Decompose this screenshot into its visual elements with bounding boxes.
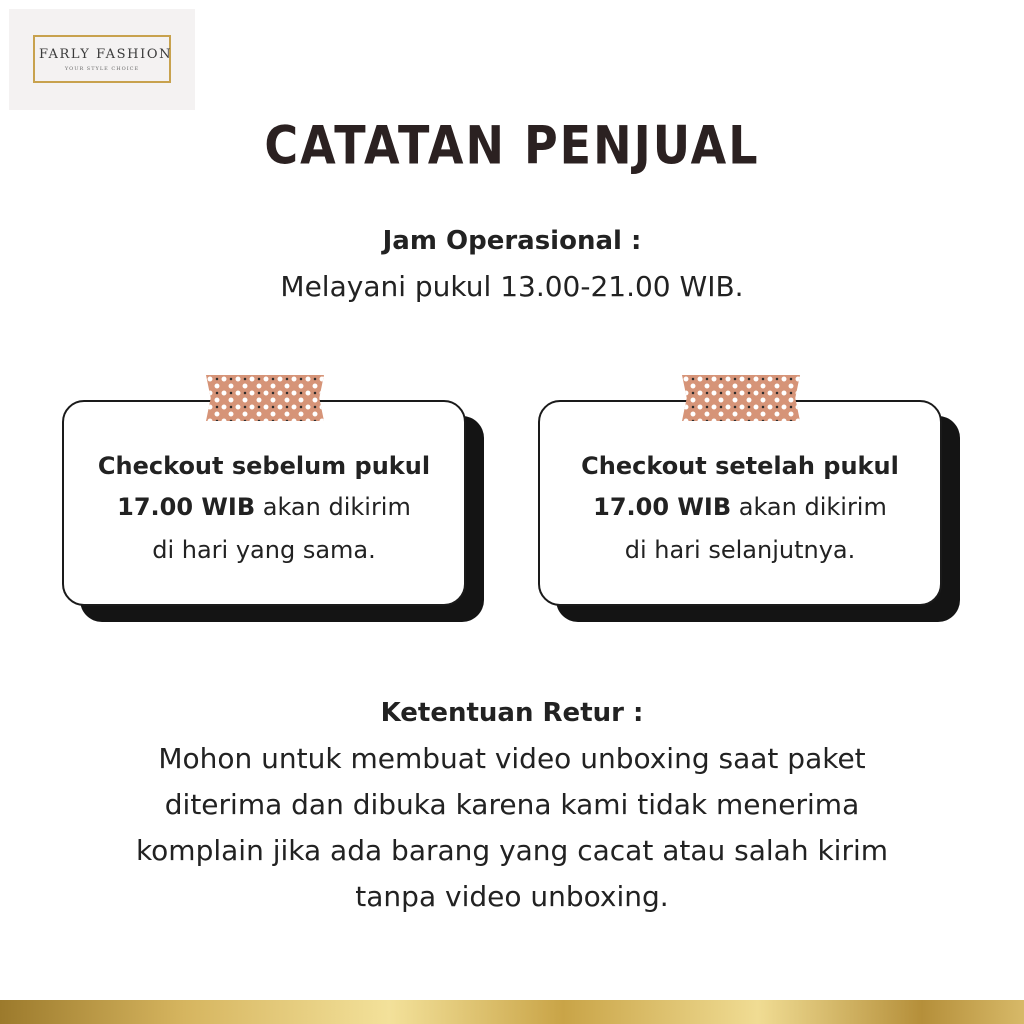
washi-tape-decoration bbox=[206, 375, 324, 421]
card-line-2 bbox=[64, 493, 464, 521]
brand-logo bbox=[9, 9, 195, 110]
hours-heading: Jam Operasional : bbox=[382, 226, 642, 256]
card-body bbox=[62, 400, 466, 606]
logo-name: FARLY FASHION bbox=[39, 47, 173, 62]
logo-tagline: YOUR STYLE CHOICE bbox=[64, 66, 140, 72]
hours-text: Melayani pukul 13.00-21.00 WIB. bbox=[280, 270, 744, 303]
returns-line: diterima dan dibuka karena kami tidak menerima bbox=[164, 788, 860, 821]
shipping-card-before bbox=[62, 400, 466, 606]
gold-footer-bar bbox=[0, 1000, 1024, 1024]
returns-line: tanpa video unboxing. bbox=[355, 880, 669, 913]
card-time: 17.00 WIB bbox=[117, 493, 256, 521]
returns-line: komplain jika ada barang yang cacat atau salah kirim bbox=[135, 834, 889, 867]
card-body bbox=[538, 400, 942, 606]
logo-frame bbox=[33, 35, 171, 83]
card-line-2 bbox=[540, 493, 940, 521]
returns-line: Mohon untuk membuat video unboxing saat paket bbox=[158, 742, 866, 775]
card-line-2-rest: akan dikirim bbox=[255, 493, 411, 521]
card-line-1: Checkout setelah pukul bbox=[581, 452, 899, 480]
returns-heading: Ketentuan Retur : bbox=[380, 698, 644, 728]
card-line-1: Checkout sebelum pukul bbox=[97, 452, 431, 480]
shipping-card-after bbox=[538, 400, 942, 606]
card-line-2-rest: akan dikirim bbox=[731, 493, 887, 521]
page-title: CATATAN PENJUAL bbox=[264, 113, 760, 177]
card-line-3: di hari selanjutnya. bbox=[624, 536, 856, 564]
washi-tape-decoration bbox=[682, 375, 800, 421]
card-time: 17.00 WIB bbox=[593, 493, 732, 521]
card-line-3: di hari yang sama. bbox=[152, 536, 376, 564]
